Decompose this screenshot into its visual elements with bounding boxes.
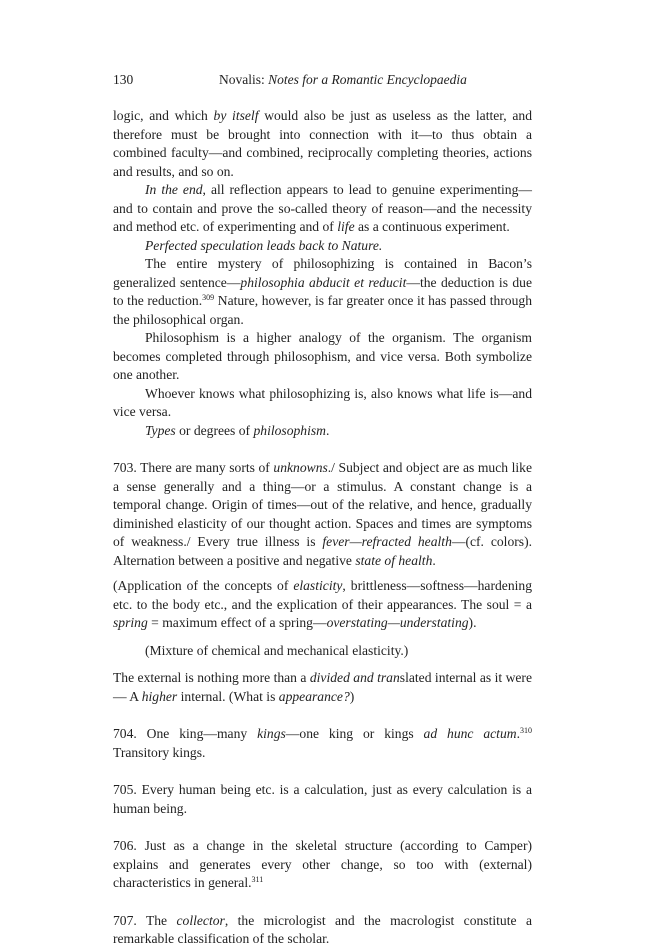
paragraph: Perfected speculation leads back to Nature. <box>145 237 383 253</box>
running-header <box>113 72 533 92</box>
entry-703: 703. There are many sorts of unknowns./ Subject and object are as much like a sense generally and a thing—or a stimulus. A constant change is a temporal change. Origin of times—out of the relative, and hence, gradually diminished elasticity of our thought action. Spaces and times are symptoms of weakness./ Every true illness is fever—refracted health—(cf. colors). Alternation between a positive and negative state of health. <box>113 460 533 568</box>
paragraph: In the end, all reflection appears to lead to genuine experimenting—and to contain and prove the so-called theory of reason—and the necessity and method etc. of experimenting and of life as a continuous experiment. <box>113 182 532 234</box>
paragraph: (Mixture of chemical and mechanical elasticity.) <box>145 642 409 658</box>
paragraph: The entire mystery of philosophizing is contained in Bacon’s generalized sentence—philosophia abducit et reducit—the deduction is due to the reduction.$^{309}$ Nature, however, is far greater once it has passed through the philosophical organ. <box>113 256 533 327</box>
entry-705: 705. Every human being etc. is a calculation, just as every calculation is a human being. <box>113 782 532 816</box>
paragraph: Philosophism is a higher analogy of the organism. The organism becomes completed through philosophism, and vice versa. Both symbolize one another. <box>113 330 532 382</box>
paragraph: logic, and which by itself would also be just as useless as the latter, and therefore must be brought into connection with it—to thus obtain a combined faculty—and combined, reciprocally completing theories, actions and results, and so on. <box>113 108 532 179</box>
footnote-ref: 311 <box>251 875 264 884</box>
page-number: 130 <box>113 72 134 87</box>
paragraph: (Application of the concepts of elasticity, brittleness—softness—hardening etc. to the body etc., and the explication of their appearances. The soul = a spring = maximum effect of a spring—overstating—understating). <box>113 578 532 630</box>
paragraph: Whoever knows what philosophizing is, also knows what life is—and vice versa. <box>113 385 532 419</box>
paragraph: Types or degrees of philosophism. <box>145 422 330 438</box>
running-head-book-title: Notes for a Romantic Encyclopaedia <box>268 72 467 87</box>
page-body <box>113 107 532 949</box>
paragraph: The external is nothing more than a divided and translated internal as it were— A higher internal. (What is appearance?) <box>113 670 532 704</box>
entry-704: 704. One king—many kings—one king or kings ad hunc actum.$^{310}$ Transitory kings. <box>113 726 532 760</box>
footnote-ref: 309 <box>202 293 215 302</box>
running-head-author: Novalis: <box>219 72 265 87</box>
running-head-title <box>219 72 467 88</box>
footnote-ref: 310 <box>519 726 532 735</box>
entry-707: 707. The collector, the micrologist and the macrologist constitute a remarkable classification of the scholar. <box>113 912 532 946</box>
entry-706: 706. Just as a change in the skeletal structure (according to Camper) explains and generates every other change, so too with (external) characteristics in general.$^{311}$ <box>113 838 532 890</box>
